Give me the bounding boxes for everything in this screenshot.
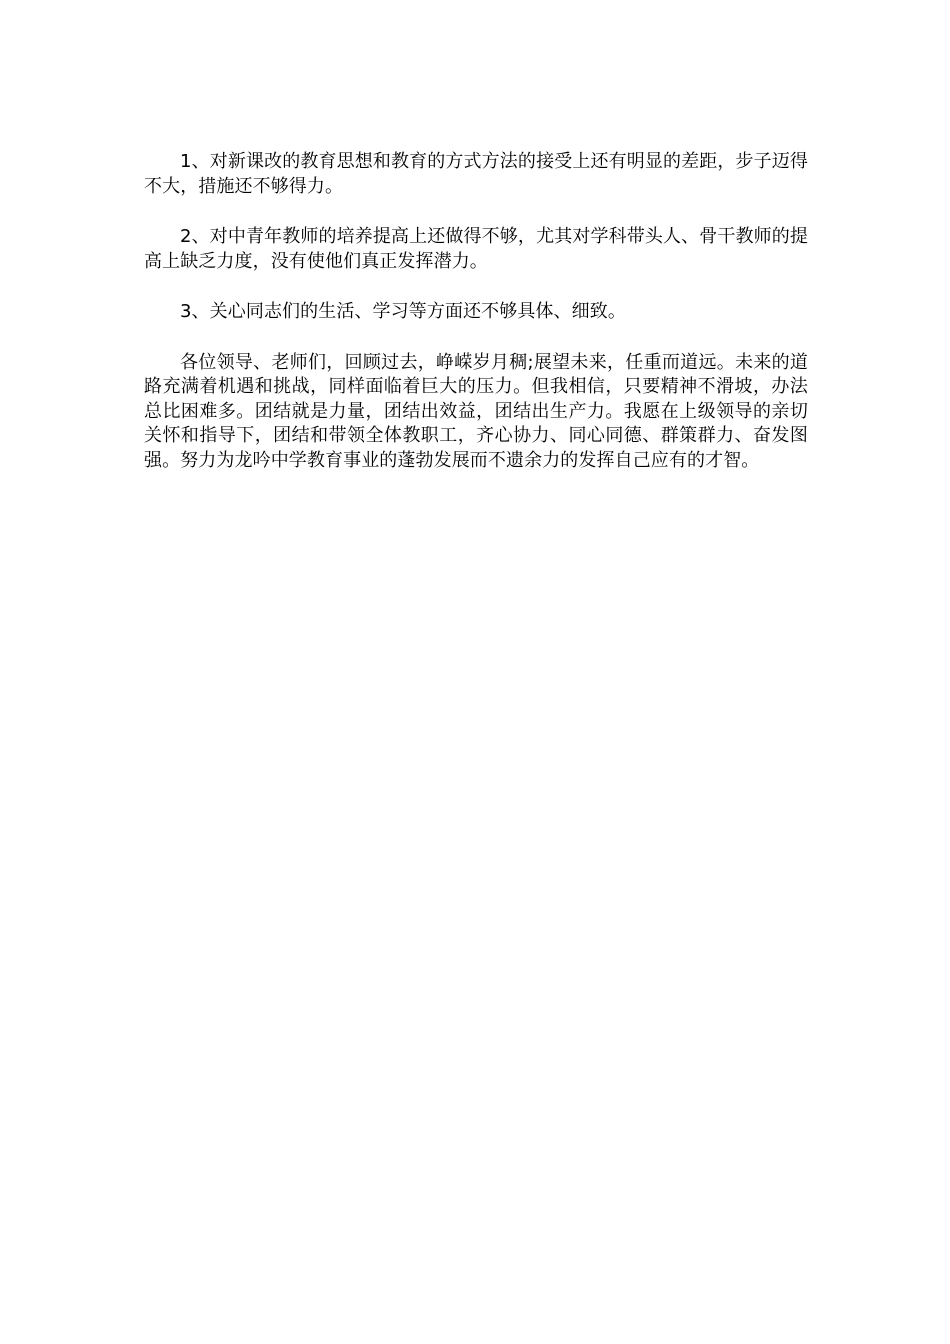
paragraph-3: 3、关心同志们的生活、学习等方面还不够具体、细致。	[180, 301, 626, 322]
paragraph-spacer	[144, 325, 808, 351]
document-body	[144, 150, 808, 473]
paragraph-spacer	[144, 274, 808, 300]
paragraph-4: 各位领导、老师们，回顾过去，峥嵘岁月稠;展望未来，任重而道远。未来的道路充满着机遇和挑战，同样面临着巨大的压力。但我相信，只要精神不滑坡，办法总比困难多。团结就是力量，团结出效益，团结出生产力。我愿在上级领导的亲切关怀和指导下，团结和带领全体教职工，齐心协力、同心同德、群策群力、奋发图强。努力为龙吟中学教育事业的蓬勃发展而不遗余力的发挥自己应有的才智。	[144, 351, 808, 471]
paragraph-spacer	[144, 199, 808, 225]
paragraph-1: 1、对新课改的教育思想和教育的方式方法的接受上还有明显的差距，步子迈得不大，措施还不够得力。	[144, 151, 808, 197]
paragraph-2: 2、对中青年教师的培养提高上还做得不够，尤其对学科带头人、骨干教师的提高上缺乏力度，没有使他们真正发挥潜力。	[144, 226, 808, 272]
